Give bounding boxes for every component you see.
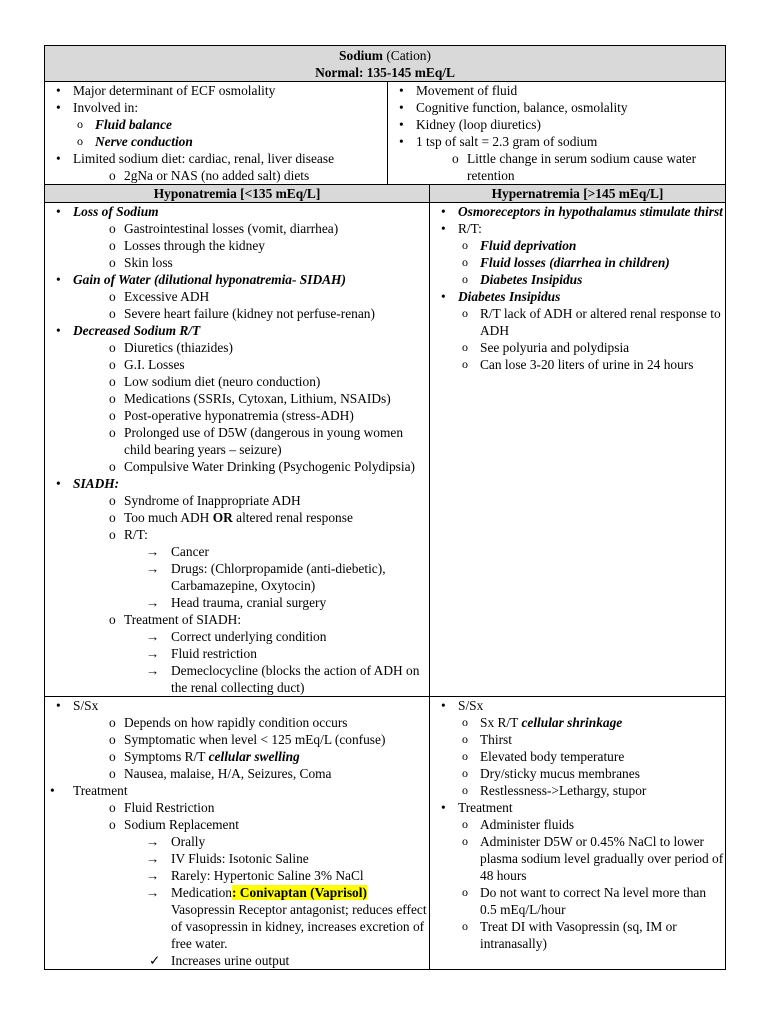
item-text: Fluid restriction (171, 646, 257, 661)
bullet-icon: • (56, 698, 61, 713)
item-text: Restlessness->Lethargy, stupor (480, 783, 647, 798)
item-text: Major determinant of ECF osmolality (73, 83, 276, 98)
bullet-icon: o (109, 612, 116, 627)
item-text: Administer fluids (480, 817, 575, 832)
bullet-icon: • (56, 272, 61, 287)
list-item (45, 594, 429, 611)
bullet-icon: o (462, 817, 468, 831)
item-text: S/Sx (458, 698, 484, 713)
item-text: Gain of Water (dilutional hyponatremia- SIDAH) (73, 272, 346, 287)
list-item (45, 133, 387, 150)
list-item (45, 714, 429, 731)
item-text: S/Sx (73, 698, 99, 713)
bullet-icon: o (109, 391, 116, 406)
normal-range: Normal: 135-145 mEq/L (315, 65, 455, 80)
item-text: Demeclocycline (blocks the action of ADH on the renal collecting duct) (171, 663, 420, 695)
list-item (45, 952, 429, 969)
list-item (430, 254, 725, 271)
list-item (45, 82, 387, 99)
bullet-icon: • (441, 698, 446, 713)
item-emphasis: cellular shrinkage (521, 715, 623, 730)
list-item (430, 697, 725, 714)
item-text: Diabetes Insipidus (480, 272, 583, 287)
bullet-icon: o (462, 272, 468, 286)
hyper-header: Hypernatremia [>145 mEq/L] (430, 185, 726, 203)
bullet-icon: o (77, 134, 83, 148)
item-text: Medications (SSRIs, Cytoxan, Lithium, NSAIDs) (124, 391, 391, 406)
item-text: Decreased Sodium R/T (73, 323, 201, 338)
hyper-causes-list (430, 203, 725, 373)
item-text: Vasopressin Receptor antagonist; reduces effect of vasopressin in kidney, increases excretion of free water. (171, 902, 427, 951)
item-text: Cognitive function, balance, osmolality (416, 100, 628, 115)
bullet-icon: • (441, 289, 446, 304)
item-text: Increases urine output (171, 953, 290, 968)
item-text: Symptoms R/T (124, 749, 209, 764)
hyper-ssx-cell (430, 697, 726, 970)
list-item (430, 748, 725, 765)
item-text: See polyuria and polydipsia (480, 340, 630, 355)
item-text: Loss of Sodium (73, 204, 159, 219)
item-text: Limited sodium diet: cardiac, renal, liver disease (73, 151, 335, 166)
list-item (45, 220, 429, 237)
list-item (45, 339, 429, 356)
list-item (45, 167, 387, 184)
list-item (45, 305, 429, 322)
arrow-icon: → (146, 663, 160, 678)
item-text: Symptomatic when level < 125 mEq/L (confuse) (124, 732, 386, 747)
item-text: Depends on how rapidly condition occurs (124, 715, 348, 730)
list-item (45, 116, 387, 133)
list-item (45, 254, 429, 271)
item-text: Can lose 3-20 liters of urine in 24 hours (480, 357, 694, 372)
bullet-icon: • (441, 204, 446, 219)
title-row (45, 46, 726, 82)
bullet-icon: o (452, 151, 459, 166)
bullet-icon: o (109, 221, 116, 236)
list-item (45, 748, 429, 765)
bullet-icon: o (109, 255, 116, 270)
bullet-icon: o (462, 749, 468, 763)
item-text: Fluid deprivation (480, 238, 577, 253)
arrow-icon: → (146, 646, 160, 661)
bullet-icon: o (109, 493, 116, 508)
bullet-icon: o (109, 459, 116, 474)
bullet-icon: • (56, 476, 61, 491)
list-item (45, 526, 429, 543)
ssx-row (45, 697, 726, 970)
bullet-icon: o (109, 749, 116, 764)
list-item (45, 697, 429, 714)
item-text: Gastrointestinal losses (vomit, diarrhea) (124, 221, 339, 236)
item-text: Medication (171, 885, 232, 900)
item-text: SIADH: (73, 476, 120, 491)
list-item (45, 799, 429, 816)
item-text: Rarely: Hypertonic Saline 3% NaCl (171, 868, 364, 883)
item-text: Skin loss (124, 255, 173, 270)
list-item (45, 271, 429, 288)
bullet-icon: o (462, 357, 468, 371)
list-item (430, 782, 725, 799)
arrow-icon: → (146, 595, 160, 610)
bullet-icon: o (109, 800, 116, 815)
item-text: Diabetes Insipidus (458, 289, 561, 304)
item-emphasis: : Conivaptan (Vaprisol) (231, 885, 367, 900)
item-text: Nerve conduction (95, 134, 193, 149)
list-item (45, 765, 429, 782)
item-text: Excessive ADH (124, 289, 210, 304)
list-item (45, 203, 429, 220)
list-item (45, 390, 429, 407)
list-item (45, 99, 387, 116)
item-text: Elevated body temperature (480, 749, 625, 764)
arrow-icon: → (146, 544, 160, 559)
bullet-icon: o (109, 374, 116, 389)
item-emphasis: cellular swelling (208, 749, 300, 764)
bullet-icon: • (441, 800, 446, 815)
bullet-icon: • (56, 151, 61, 166)
bullet-icon: o (109, 408, 116, 423)
item-text: R/T: (458, 221, 482, 236)
subheader-row (45, 185, 726, 203)
list-item (430, 339, 725, 356)
item-text: Syndrome of Inappropriate ADH (124, 493, 301, 508)
bullet-icon: • (56, 83, 61, 98)
bullet-icon: o (109, 238, 116, 253)
list-item (45, 458, 429, 475)
list-item (45, 816, 429, 833)
bullet-icon: o (109, 715, 116, 730)
bullet-icon: o (109, 425, 116, 440)
list-item (430, 918, 725, 952)
hypo-causes-cell (45, 203, 430, 697)
list-item (45, 867, 429, 884)
list-item (430, 288, 725, 305)
bullet-icon: • (399, 117, 404, 132)
item-text: R/T lack of ADH or altered renal response to ADH (480, 306, 721, 338)
list-item (45, 611, 429, 628)
sodium-reference-sheet (44, 45, 725, 970)
item-text: Nausea, malaise, H/A, Seizures, Coma (124, 766, 332, 781)
general-left-list (45, 82, 387, 184)
list-item (45, 543, 429, 560)
item-text: Dry/sticky mucus membranes (480, 766, 640, 781)
bullet-icon: o (462, 238, 468, 252)
list-item (430, 356, 725, 373)
list-item (45, 322, 429, 339)
item-text: Treatment (73, 783, 128, 798)
title-cell (45, 46, 726, 82)
item-text: altered renal response (232, 510, 353, 525)
bullet-icon: o (109, 340, 116, 355)
item-text: Movement of fluid (416, 83, 518, 98)
bullet-icon: o (77, 117, 83, 131)
list-item (388, 150, 725, 184)
bullet-icon: o (462, 885, 468, 899)
item-text: Prolonged use of D5W (dangerous in young women child bearing years – seizure) (124, 425, 404, 457)
arrow-icon: → (146, 561, 160, 576)
page-title (45, 47, 725, 64)
list-item (45, 628, 429, 645)
bullet-icon: o (109, 817, 116, 832)
title-bold: Sodium (339, 48, 383, 63)
list-item (45, 424, 429, 458)
bullet-icon: • (399, 100, 404, 115)
item-text: Thirst (480, 732, 512, 747)
list-item (45, 884, 429, 952)
bullet-icon: o (462, 732, 468, 746)
list-item (45, 356, 429, 373)
list-item (430, 714, 725, 731)
item-text: Little change in serum sodium cause water retention (467, 151, 697, 183)
list-item (45, 407, 429, 424)
arrow-icon: → (146, 834, 160, 849)
item-text: Sx R/T (480, 715, 522, 730)
item-text: Do not want to correct Na level more than 0.5 mEq/L/hour (480, 885, 707, 917)
bullet-icon: o (109, 357, 116, 372)
list-item (45, 237, 429, 254)
bullet-icon: o (462, 715, 468, 729)
arrow-icon: → (146, 868, 160, 883)
list-item (388, 133, 725, 150)
hypo-header: Hyponatremia [<135 mEq/L] (45, 185, 430, 203)
item-text: Fluid Restriction (124, 800, 215, 815)
item-text: G.I. Losses (124, 357, 185, 372)
bullet-icon: o (462, 306, 468, 320)
bullet-icon: o (462, 255, 468, 269)
item-text: Involved in: (73, 100, 139, 115)
bullet-icon: o (109, 289, 116, 304)
hypo-causes-list (45, 203, 429, 696)
arrow-icon: → (146, 851, 160, 866)
list-item (430, 816, 725, 833)
bullet-icon: • (56, 323, 61, 338)
list-item (430, 237, 725, 254)
checkmark-icon: ✓ (149, 953, 161, 968)
item-text: Treatment of SIADH: (124, 612, 242, 627)
item-text: R/T: (124, 527, 148, 542)
bullet-icon: • (50, 783, 55, 798)
bullet-icon: • (399, 134, 404, 149)
list-item (388, 82, 725, 99)
list-item (45, 288, 429, 305)
bullet-icon: o (462, 783, 468, 797)
item-text: Fluid balance (95, 117, 173, 132)
general-right-list (388, 82, 725, 184)
causes-row (45, 203, 726, 697)
item-text: Compulsive Water Drinking (Psychogenic Polydipsia) (124, 459, 416, 474)
bullet-icon: o (462, 919, 468, 933)
item-text: 1 tsp of salt = 2.3 gram of sodium (416, 134, 598, 149)
list-item (430, 220, 725, 237)
bullet-icon: o (109, 306, 116, 321)
list-item (430, 731, 725, 748)
list-item (430, 305, 725, 339)
item-text: Treatment (458, 800, 513, 815)
item-text: Correct underlying condition (171, 629, 327, 644)
title-rest: (Cation) (382, 48, 431, 63)
arrow-icon: → (146, 629, 160, 644)
item-text: Fluid losses (diarrhea in children) (480, 255, 670, 270)
sodium-table (44, 45, 726, 970)
list-item (388, 99, 725, 116)
arrow-icon: → (146, 885, 160, 900)
list-item (430, 203, 725, 220)
item-text: IV Fluids: Isotonic Saline (171, 851, 309, 866)
list-item (45, 509, 429, 526)
bullet-icon: o (462, 340, 468, 354)
item-emphasis: OR (212, 510, 233, 525)
list-item (45, 833, 429, 850)
item-text: Low sodium diet (neuro conduction) (124, 374, 321, 389)
item-text: Severe heart failure (kidney not perfuse-renan) (124, 306, 375, 321)
item-text: Post-operative hyponatremia (stress-ADH) (124, 408, 354, 423)
bullet-icon: o (109, 527, 116, 542)
item-text: Diuretics (thiazides) (124, 340, 233, 355)
list-item (430, 884, 725, 918)
item-text: Osmoreceptors in hypothalamus stimulate thirst (458, 204, 723, 219)
general-right-cell (388, 82, 726, 185)
bullet-icon: • (441, 221, 446, 236)
list-item (45, 662, 429, 696)
item-text: Administer D5W or 0.45% NaCl to lower plasma sodium level gradually over period of 48 hours (480, 834, 724, 883)
item-text: Cancer (171, 544, 209, 559)
list-item (45, 150, 387, 167)
item-text: Head trauma, cranial surgery (171, 595, 327, 610)
list-item (430, 833, 725, 884)
item-text: Sodium Replacement (124, 817, 239, 832)
bullet-icon: o (109, 168, 116, 183)
item-text: Too much ADH (124, 510, 213, 525)
bullet-icon: o (462, 766, 468, 780)
bullet-icon: o (109, 732, 116, 747)
list-item (45, 373, 429, 390)
list-item (430, 765, 725, 782)
list-item (430, 271, 725, 288)
list-item (45, 645, 429, 662)
item-text: Orally (171, 834, 206, 849)
hyper-ssx-list (430, 697, 725, 952)
general-row (45, 82, 726, 185)
hypo-ssx-cell (45, 697, 430, 970)
bullet-icon: • (56, 204, 61, 219)
bullet-icon: o (109, 510, 116, 525)
list-item (45, 850, 429, 867)
list-item (45, 475, 429, 492)
item-text: Treat DI with Vasopressin (sq, IM or intranasally) (480, 919, 677, 951)
list-item (45, 731, 429, 748)
item-text: Kidney (loop diuretics) (416, 117, 541, 132)
hypo-ssx-list (45, 697, 429, 969)
bullet-icon: • (399, 83, 404, 98)
item-text: Drugs: (Chlorpropamide (anti-diebetic), Carbamazepine, Oxytocin) (171, 561, 386, 593)
list-item (45, 560, 429, 594)
item-text: 2gNa or NAS (no added salt) diets (124, 168, 310, 183)
bullet-icon: o (462, 834, 468, 848)
list-item (45, 782, 429, 799)
list-item (388, 116, 725, 133)
hyper-causes-cell (430, 203, 726, 697)
general-left-cell (45, 82, 388, 185)
item-text: Losses through the kidney (124, 238, 265, 253)
list-item (45, 492, 429, 509)
bullet-icon: • (56, 100, 61, 115)
bullet-icon: o (109, 766, 116, 781)
list-item (430, 799, 725, 816)
